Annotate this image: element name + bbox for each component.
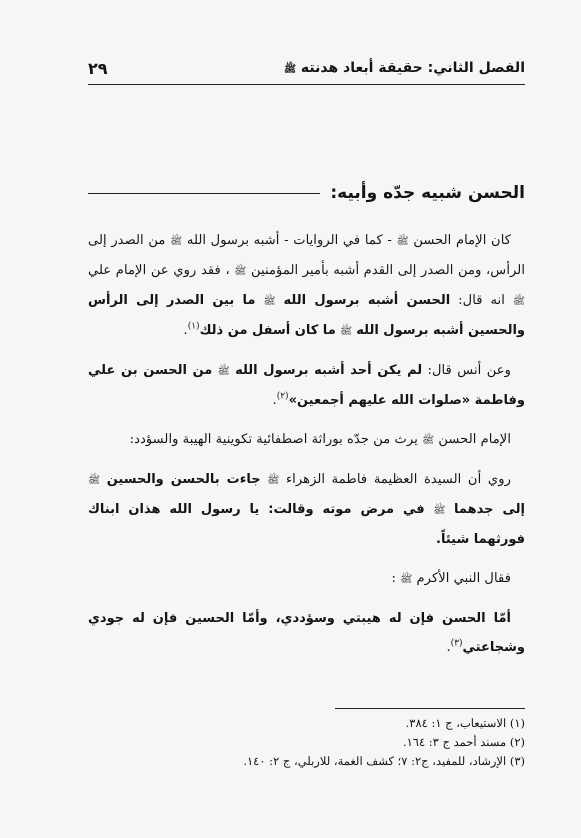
honorific-symbol: ﷺ (88, 475, 101, 486)
honorific-symbol: ﷺ (217, 366, 230, 377)
chapter-title: الفصل الثاني: حقيقة أبعاد هدنته ﷺ (283, 59, 525, 76)
honorific-symbol: ﷺ (400, 574, 413, 585)
footnote-ref: (٢) (276, 391, 289, 402)
honorific-symbol: ﷺ (339, 326, 353, 337)
paragraph-4: روي أن السيدة العظيمة فاطمة الزهراء ﷺ جاءت بالحسن والحسين ﷺ إلى جدهما ﷺ في مرض موته وقالت: يا رسول الله هذان ابناك فورثهما شيئاً. (88, 472, 525, 547)
paragraph-6: أمّا الحسن فإن له هيبتي وسؤددي، وأمّا الحسين فإن له جودي وشجاعتي$^{(٣)}$. (88, 611, 525, 655)
section-title-text: الحسن شبيه جدّه وأبيه: (330, 183, 525, 203)
heading-rule (88, 193, 320, 194)
footnote-ref: (٣) (450, 638, 463, 649)
honorific-symbol: ﷺ (422, 435, 435, 446)
main-text (88, 226, 525, 672)
honorific-symbol: ﷺ (263, 296, 276, 307)
hadith-quote: ما كان أسفل من ذلك (199, 323, 336, 338)
page-number: ٢٩ (88, 58, 108, 78)
hadith-quote: الحسن أشبه برسول الله (283, 293, 451, 308)
hadith-quote: من الحسن بن علي وفاطمة «صلوات الله عليهم أجمعين» (88, 363, 525, 408)
honorific-symbol: ﷺ (170, 236, 183, 247)
paragraph-5: فقال النبي الأكرم ﷺ : (391, 571, 511, 586)
section-heading (88, 178, 525, 208)
paragraph-3: الإمام الحسن ﷺ يرث من جدّه بوراثة اصطفائية تكوينية الهيبة والسؤدد: (129, 432, 511, 447)
running-header (88, 52, 525, 85)
hadith-quote: لم يكن أحد أشبه برسول الله (235, 363, 423, 378)
honorific-symbol: ﷺ (512, 296, 525, 307)
footnote-1: (١) الاستيعاب، ج ١: ٣٨٤. (405, 716, 525, 730)
footnotes (88, 714, 525, 771)
paragraph-1: كان الإمام الحسن ﷺ - كما في الروايات - أشبه برسول الله ﷺ من الصدر إلى الرأس، ومن الصدر إلى القدم أشبه بأمير المؤمنين ﷺ ، فقد روي عن الإمام علي ﷺ انه قال: الحسن أشبه برسول الله ﷺ ما بين الصدر إلى الرأس والحسين أشبه برسول الله ﷺ ما كان أسفل من ذلك$^{(١)}$. (88, 233, 525, 338)
honorific-symbol: ﷺ (234, 266, 247, 277)
hadith-quote: أمّا الحسن فإن له هيبتي وسؤددي، وأمّا الحسين فإن له جودي وشجاعتي (88, 611, 525, 655)
footnote-3: (٣) الإرشاد، للمفيد، ج٢: ٧؛ كشف الغمة، للاربلي، ج ٢: ١٤٠. (243, 754, 525, 768)
footnote-ref: (١) (187, 321, 200, 332)
footnote-2: (٢) مسند أحمد ج ٣: ١٦٤. (402, 735, 525, 749)
honorific-symbol: ﷺ (433, 505, 446, 516)
honorific-symbol: ﷺ (267, 475, 280, 486)
footnote-separator (335, 708, 525, 709)
hadith-quote: ما بين الصدر إلى الرأس والحسين أشبه برسول الله (88, 293, 525, 338)
honorific-symbol: ﷺ (396, 236, 409, 247)
paragraph-2: وعن أنس قال: لم يكن أحد أشبه برسول الله ﷺ من الحسن بن علي وفاطمة «صلوات الله عليهم أجمعين»$^{(٢)}$. (88, 363, 525, 408)
honorific-symbol: ﷺ (283, 63, 297, 75)
